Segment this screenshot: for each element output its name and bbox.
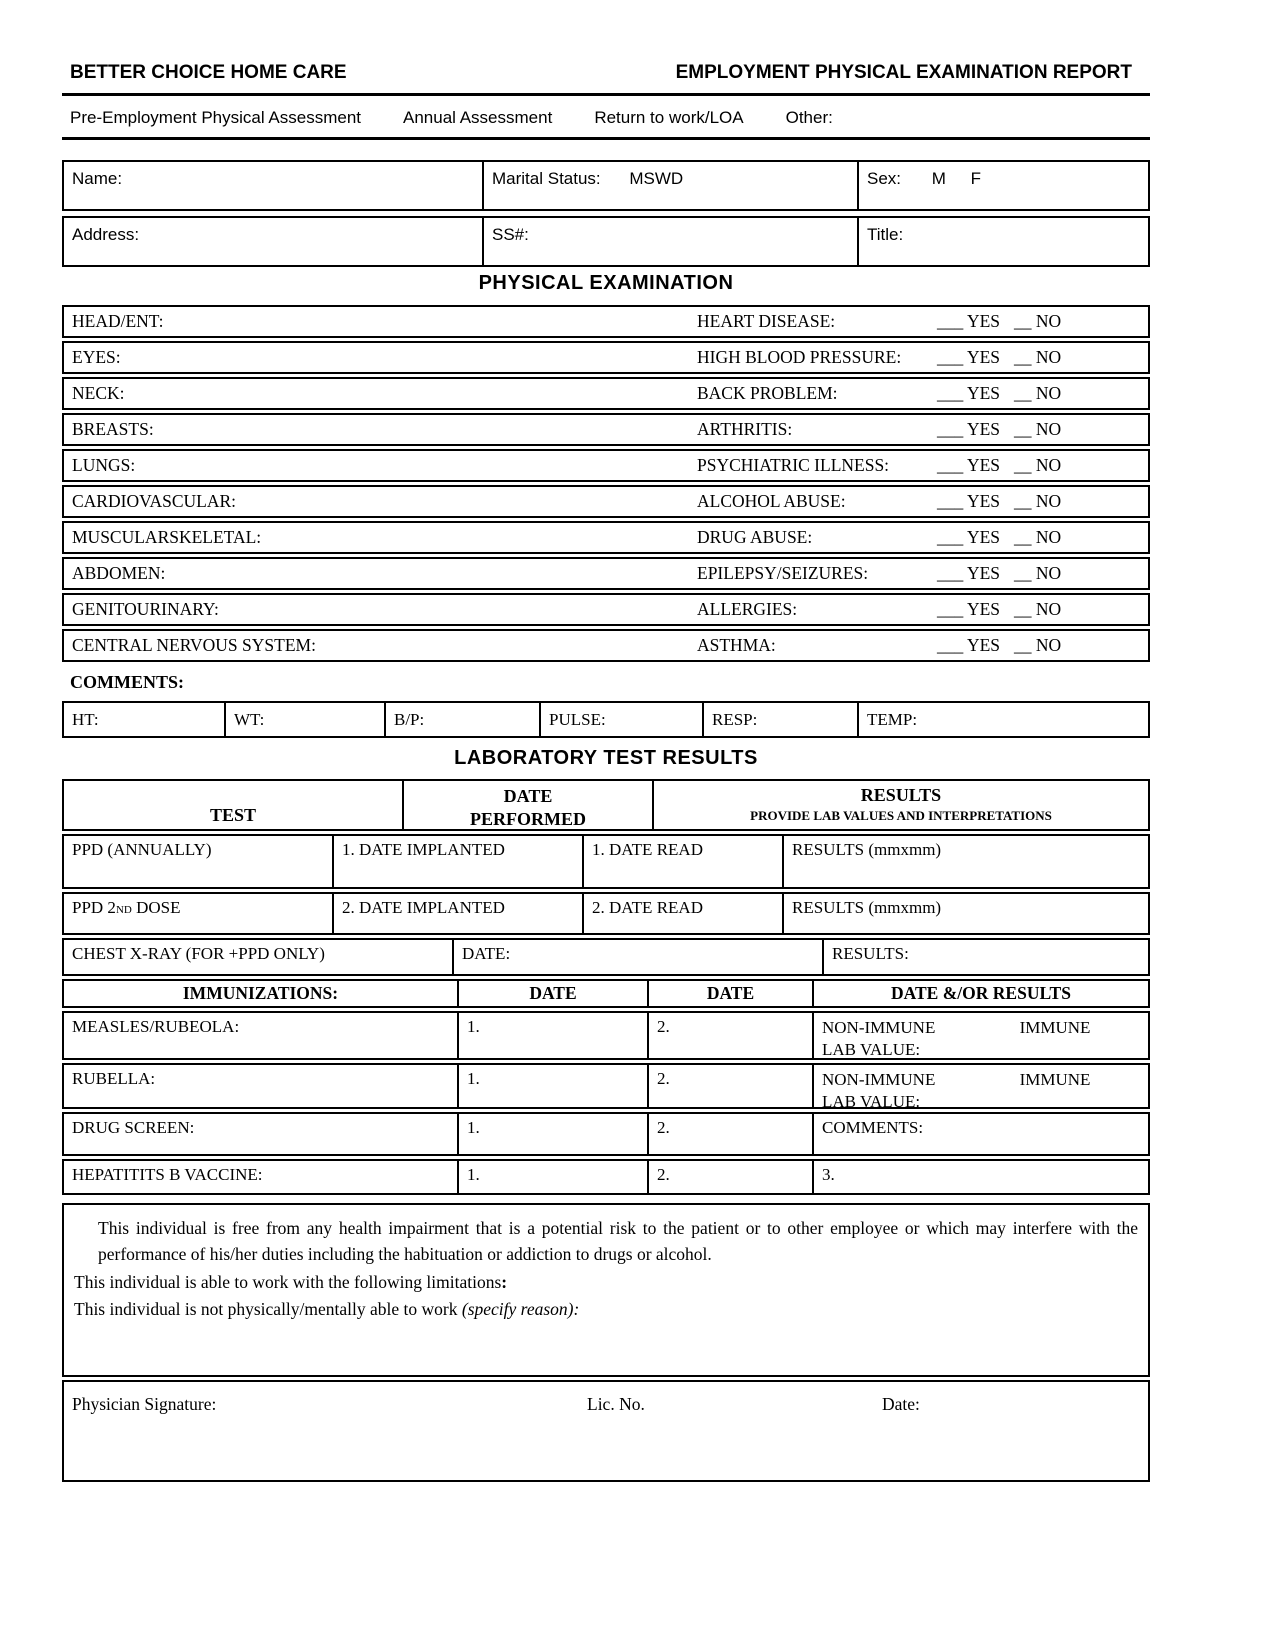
drug-screen-date1-field: 1. (457, 1114, 647, 1154)
title-label: Title: (867, 225, 904, 244)
ppd2-prefix: PPD 2 (72, 898, 116, 917)
specify-reason-text: (specify reason): (461, 1299, 580, 1319)
chest-xray-results-field: RESULTS: (822, 940, 1148, 974)
physical-exam-row-head-ent (62, 305, 1150, 338)
exam-system-label: CARDIOVASCULAR: (72, 491, 237, 511)
non-immune-option: NON-IMMUNE (822, 1070, 936, 1089)
ssn-label: SS#: (492, 225, 529, 244)
drug-screen-date2-field: 2. (647, 1114, 812, 1154)
lab-section-title: LABORATORY TEST RESULTS (454, 747, 758, 769)
hepatitis-b-date2-field: 2. (647, 1161, 812, 1193)
exam-system-label: MUSCULARSKELETAL: (72, 527, 262, 547)
condition-label: ARTHRITIS: (697, 419, 793, 439)
date-performed-line2: PERFORMED (470, 809, 586, 829)
not-able-text: This individual is not physically/mentally able to work (74, 1299, 462, 1319)
immunizations-date2-header: DATE (647, 981, 812, 1006)
ppd-annual-date-implanted-field: 1. DATE IMPLANTED (332, 836, 582, 887)
no-option: __ NO (1014, 491, 1062, 511)
lab-table (62, 779, 1150, 1195)
chest-xray-test-label: CHEST X-RAY (FOR +PPD ONLY) (72, 944, 325, 963)
limitations-colon: : (501, 1272, 508, 1292)
date-performed-line1: DATE (503, 786, 553, 806)
ppd-annual-row (62, 834, 1150, 889)
rubella-lab-value-field: LAB VALUE: (822, 1092, 921, 1111)
exam-system-label: GENITOURINARY: (72, 599, 219, 619)
condition-label: DRUG ABUSE: (697, 527, 813, 547)
physical-exam-table (62, 305, 1150, 662)
drug-screen-label: DRUG SCREEN: (72, 1118, 195, 1137)
assessment-option-pre-employment: Pre-Employment Physical Assessment (70, 108, 361, 127)
results-label: RESULTS (860, 785, 942, 805)
pulse-field: PULSE: (539, 703, 702, 736)
marital-status-field (482, 162, 857, 209)
immunizations-title: IMMUNIZATIONS: (182, 983, 339, 1003)
rubella-date1-field: 1. (457, 1065, 647, 1107)
hepatitis-b-date3-field: 3. (812, 1161, 1148, 1193)
rubella-immune-options (822, 1069, 1140, 1091)
condition-label: HIGH BLOOD PRESSURE: (697, 347, 902, 367)
measles-date2-field: 2. (647, 1013, 812, 1058)
rubella-label: RUBELLA: (72, 1069, 156, 1088)
hepatitis-b-date1-field: 1. (457, 1161, 647, 1193)
physical-exam-row-genitourinary (62, 593, 1150, 626)
yes-option: ___ YES (937, 419, 1001, 439)
immune-option: IMMUNE (1019, 1018, 1091, 1037)
immunization-row-drug-screen (62, 1112, 1150, 1156)
physical-exam-row-cardiovascular (62, 485, 1150, 518)
no-option: __ NO (1014, 527, 1062, 547)
immunization-row-rubella (62, 1063, 1150, 1109)
yes-option: ___ YES (937, 347, 1001, 367)
immune-option: IMMUNE (1019, 1070, 1091, 1089)
assessment-option-return-to-work: Return to work/LOA (594, 108, 744, 127)
ppd-annual-test-label: PPD (ANNUALLY) (72, 840, 212, 859)
yes-option: ___ YES (937, 491, 1001, 511)
physician-signature-field: Physician Signature: (72, 1394, 217, 1414)
condition-label: ALCOHOL ABUSE: (697, 491, 846, 511)
yes-option: ___ YES (937, 563, 1001, 583)
measles-label: MEASLES/RUBEOLA: (72, 1017, 240, 1036)
lab-header-results (652, 781, 1148, 829)
immunizations-date1-header: DATE (457, 981, 647, 1006)
no-option: __ NO (1014, 599, 1062, 619)
drug-screen-comments-field: COMMENTS: (812, 1114, 1148, 1154)
yes-option: ___ YES (937, 527, 1001, 547)
name-label: Name: (72, 169, 123, 188)
temp-field: TEMP: (857, 703, 1148, 736)
physical-exam-row-neck (62, 377, 1150, 410)
assessment-type-row (62, 108, 1150, 128)
sex-label: Sex: (867, 169, 902, 188)
physical-exam-row-eyes (62, 341, 1150, 374)
no-option: __ NO (1014, 635, 1062, 655)
resp-field: RESP: (702, 703, 857, 736)
address-label: Address: (72, 225, 140, 244)
weight-field: WT: (224, 703, 384, 736)
ppd-second-results-field: RESULTS (mmxmm) (782, 894, 1148, 933)
sex-option-female: F (970, 169, 982, 188)
health-statement: This individual is free from any health impairment that is a potential risk to the patient or to other employee or which may interfere with the performance of his/her duties including the habituation or addiction to drugs or alcohol. (98, 1218, 1138, 1264)
company-name: BETTER CHOICE HOME CARE (70, 62, 347, 83)
physical-exam-row-muscularskeletal (62, 521, 1150, 554)
exam-system-label: EYES: (72, 347, 121, 367)
exam-system-label: NECK: (72, 383, 125, 403)
title-field (857, 218, 1148, 265)
address-field (64, 218, 482, 265)
license-number-field: Lic. No. (587, 1394, 645, 1414)
document-header (62, 62, 1150, 84)
results-sublabel: PROVIDE LAB VALUES AND INTERPRETATIONS (750, 808, 1052, 823)
physical-exam-row-breasts (62, 413, 1150, 446)
date-field: Date: (882, 1394, 920, 1414)
physical-exam-row-lungs (62, 449, 1150, 482)
rubella-date2-field: 2. (647, 1065, 812, 1107)
assessment-option-other: Other: (785, 108, 833, 127)
no-option: __ NO (1014, 347, 1062, 367)
ssn-field (482, 218, 857, 265)
physical-exam-row-abdomen (62, 557, 1150, 590)
chest-xray-date-field: DATE: (452, 940, 822, 974)
signature-box (62, 1380, 1150, 1482)
blood-pressure-field: B/P: (384, 703, 539, 736)
immunizations-results-header: DATE &/OR RESULTS (812, 981, 1148, 1006)
rubella-results-field (812, 1065, 1148, 1111)
certification-box (62, 1203, 1150, 1377)
hepatitis-b-label: HEPATITITS B VACCINE: (72, 1165, 263, 1184)
marital-status-options: MSWD (629, 169, 684, 188)
condition-label: HEART DISEASE: (697, 311, 836, 331)
sex-option-male: M (931, 169, 946, 188)
ppd-annual-date-read-field: 1. DATE READ (582, 836, 782, 887)
no-option: __ NO (1014, 455, 1062, 475)
immunization-row-hepatitis-b (62, 1159, 1150, 1195)
ppd2-ordinal: ND (115, 904, 132, 916)
yes-option: ___ YES (937, 383, 1001, 403)
ppd-second-date-implanted-field: 2. DATE IMPLANTED (332, 894, 582, 933)
exam-system-label: HEAD/ENT: (72, 311, 164, 331)
yes-option: ___ YES (937, 635, 1001, 655)
employee-info-row-1 (62, 160, 1150, 211)
ppd-second-dose-row (62, 892, 1150, 935)
lab-header-test: TEST (209, 805, 257, 825)
assessment-option-annual: Annual Assessment (403, 108, 553, 127)
limitations-text: This individual is able to work with the following limitations (74, 1272, 502, 1292)
ppd-second-dose-test-label (64, 894, 332, 933)
condition-label: PSYCHIATRIC ILLNESS: (697, 455, 890, 475)
marital-status-label: Marital Status: (492, 169, 601, 188)
height-field: HT: (72, 710, 99, 729)
lab-header-row (62, 779, 1150, 831)
condition-label: EPILEPSY/SEIZURES: (697, 563, 869, 583)
comments-label: COMMENTS: (70, 672, 184, 692)
assessment-divider (62, 137, 1150, 140)
document-content (62, 62, 1150, 1482)
condition-label: ALLERGIES: (697, 599, 798, 619)
ppd-second-date-read-field: 2. DATE READ (582, 894, 782, 933)
employee-info-table (62, 160, 1150, 267)
header-divider (62, 93, 1150, 96)
ppd2-suffix: DOSE (131, 898, 181, 917)
non-immune-option: NON-IMMUNE (822, 1018, 936, 1037)
condition-label: BACK PROBLEM: (697, 383, 838, 403)
measles-results-field (812, 1013, 1148, 1058)
exam-system-label: LUNGS: (72, 455, 136, 475)
ppd-annual-results-field: RESULTS (mmxmm) (782, 836, 1148, 887)
chest-xray-row (62, 938, 1150, 976)
immunization-row-measles (62, 1011, 1150, 1060)
no-option: __ NO (1014, 563, 1062, 583)
immunizations-header-row (62, 979, 1150, 1008)
report-title: EMPLOYMENT PHYSICAL EXAMINATION REPORT (675, 62, 1132, 83)
condition-label: ASTHMA: (697, 635, 776, 655)
no-option: __ NO (1014, 419, 1062, 439)
exam-system-label: BREASTS: (72, 419, 154, 439)
limitations-line (74, 1269, 1138, 1296)
no-option: __ NO (1014, 383, 1062, 403)
name-field (64, 162, 482, 209)
no-option: __ NO (1014, 311, 1062, 331)
physical-exam-row-central-nervous-system (62, 629, 1150, 662)
employee-info-row-2 (62, 216, 1150, 267)
vitals-table (62, 701, 1150, 738)
sex-field (857, 162, 1148, 209)
not-able-line (74, 1296, 1138, 1323)
lab-header-date-performed (402, 781, 652, 829)
exam-system-label: ABDOMEN: (72, 563, 166, 583)
exam-system-label: CENTRAL NERVOUS SYSTEM: (72, 635, 316, 655)
yes-option: ___ YES (937, 455, 1001, 475)
measles-lab-value-field: LAB VALUE: (822, 1040, 921, 1059)
yes-option: ___ YES (937, 599, 1001, 619)
measles-immune-options (822, 1017, 1140, 1039)
physical-exam-section-title: PHYSICAL EXAMINATION (478, 272, 734, 294)
yes-option: ___ YES (937, 311, 1001, 331)
measles-date1-field: 1. (457, 1013, 647, 1058)
